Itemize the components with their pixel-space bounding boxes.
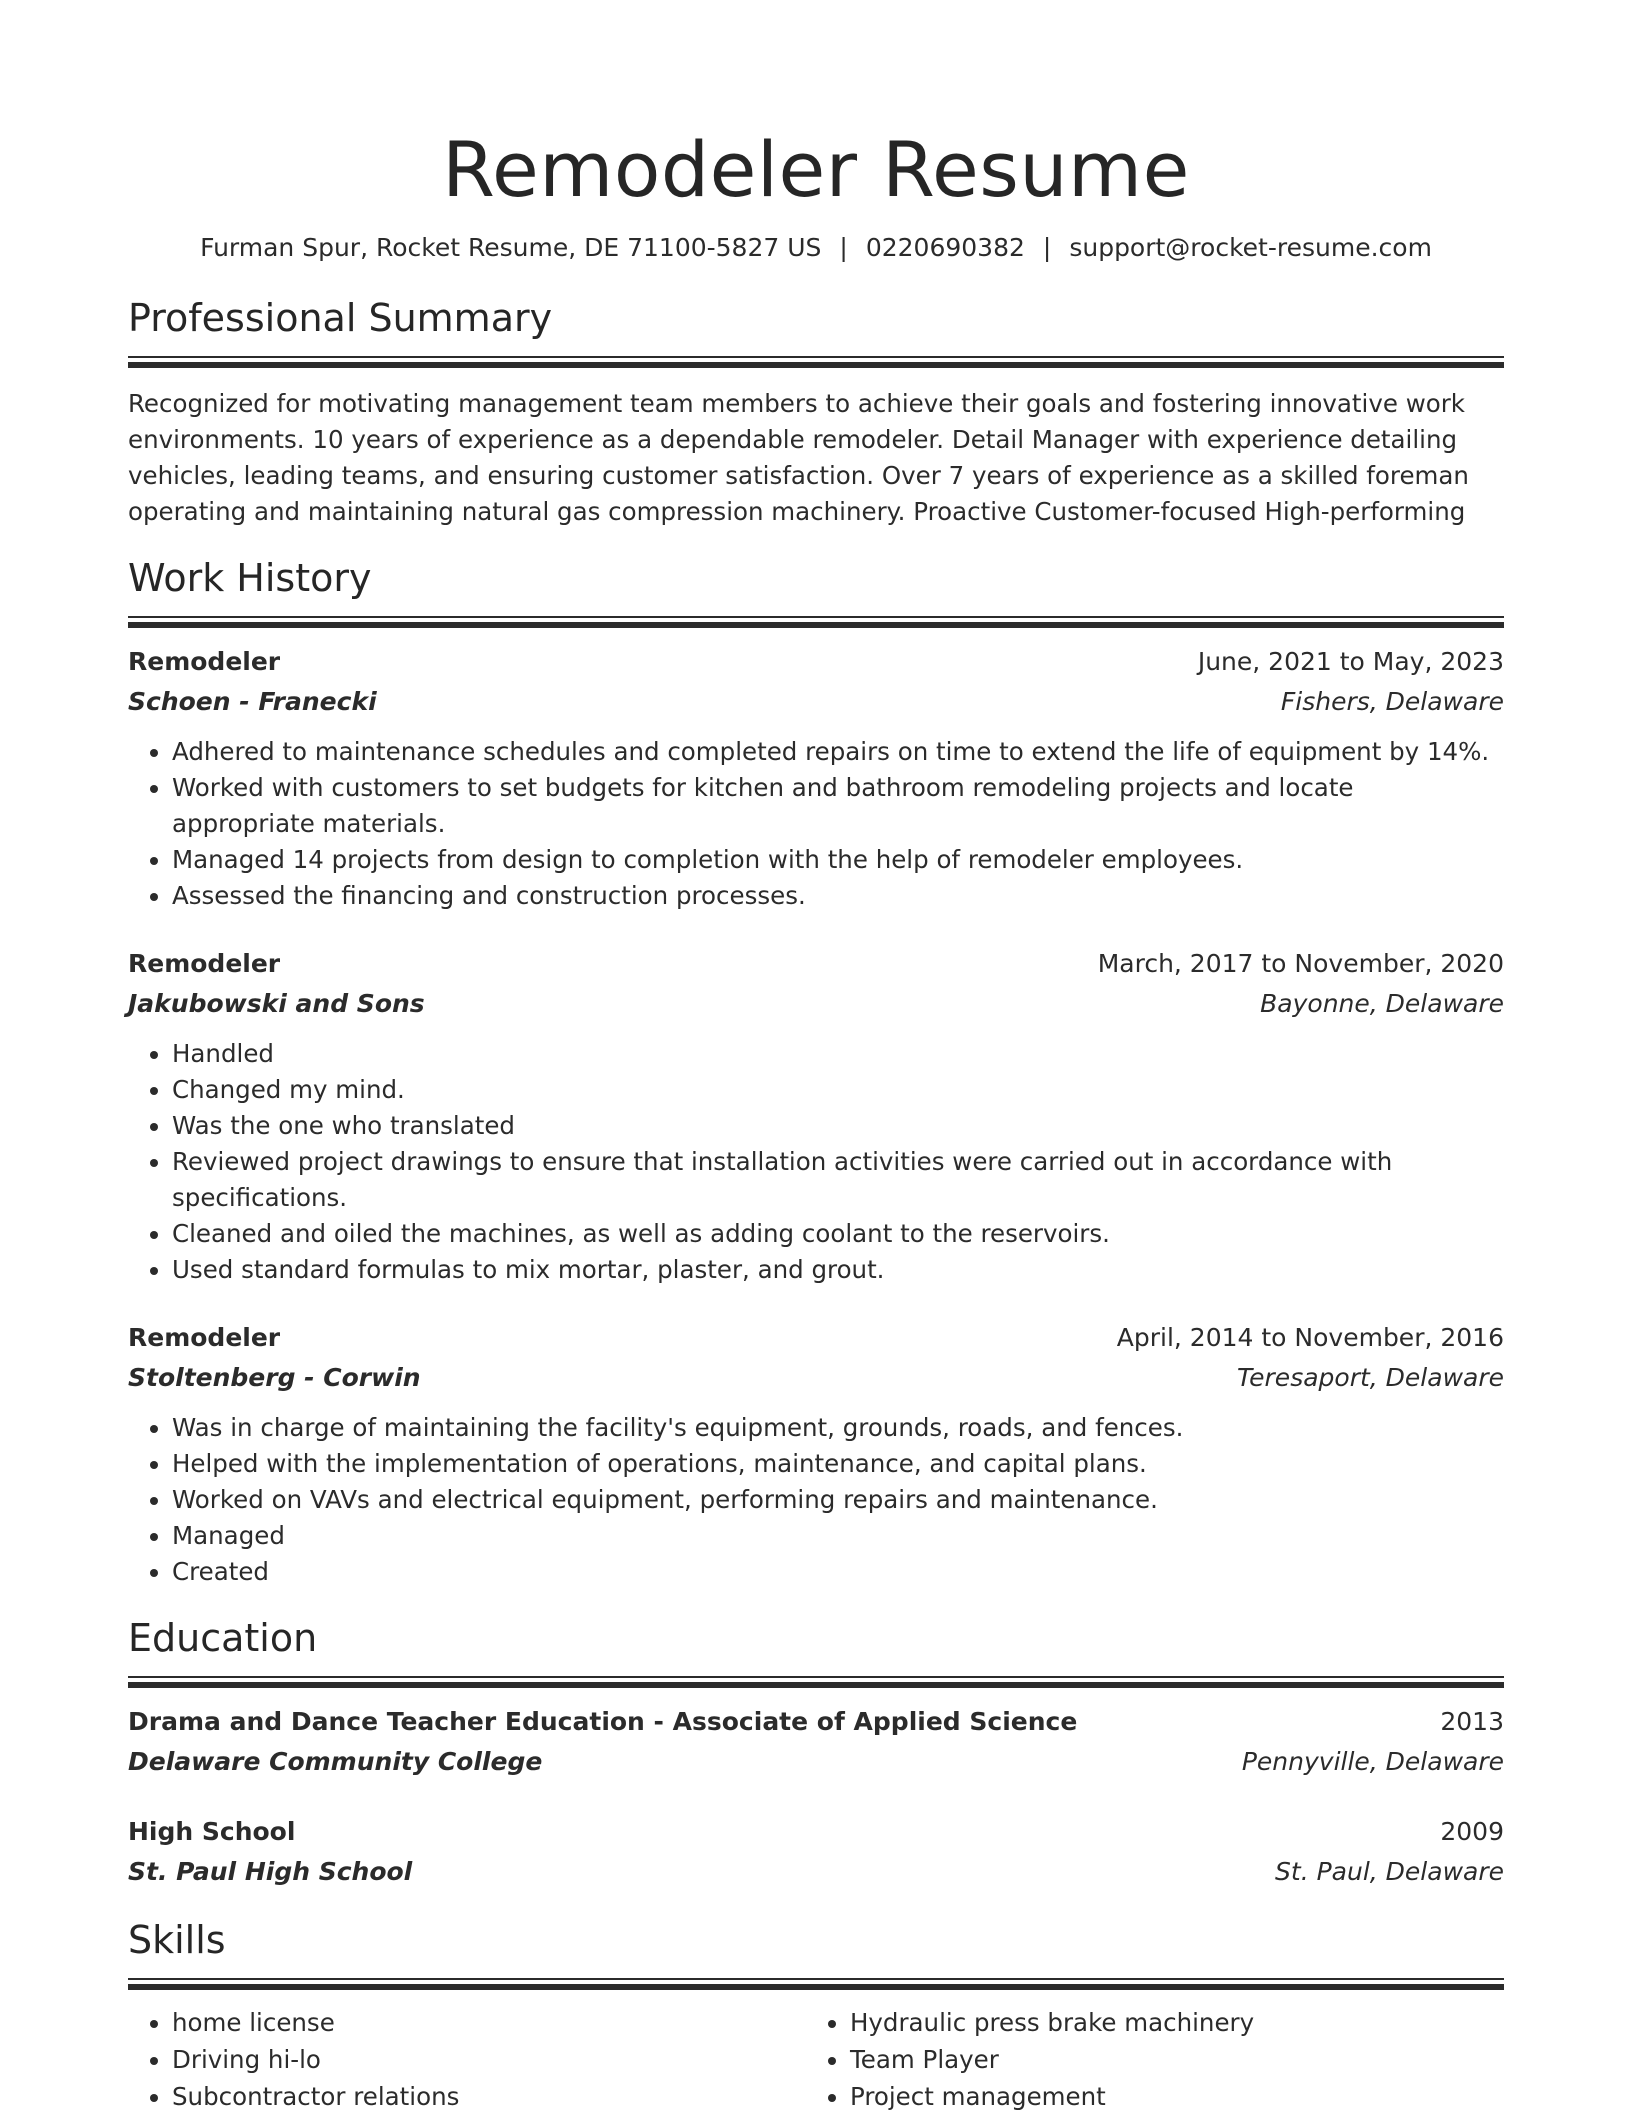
list-item: • Managed (172, 1518, 1504, 1554)
section-divider (128, 1978, 1504, 1990)
list-item: • Changed my mind. (172, 1072, 1504, 1108)
contact-line (128, 232, 1504, 264)
education-degree: High School (128, 1817, 296, 1846)
job-header (128, 944, 1504, 984)
job-bullets (128, 1036, 1504, 1288)
list-item: • Assessed the financing and construction processes. (172, 878, 1504, 914)
education-degree: Drama and Dance Teacher Education - Associate of Applied Science (128, 1707, 1078, 1736)
job-header (128, 1318, 1504, 1358)
education-section (128, 1614, 1504, 1892)
education-location: Pennyville, Delaware (1241, 1747, 1504, 1776)
skill-item: • Team Player (850, 2041, 1484, 2078)
job-company: Stoltenberg - Corwin (128, 1363, 421, 1392)
education-year: 2009 (1440, 1817, 1504, 1846)
summary-section (128, 294, 1504, 530)
list-item: • Cleaned and oiled the machines, as well as adding coolant to the reservoirs. (172, 1216, 1504, 1252)
section-heading-summary: Professional Summary (128, 296, 553, 340)
skill-item: • Project management (850, 2078, 1484, 2115)
job-subheader (128, 1358, 1504, 1398)
section-heading-education: Education (128, 1616, 318, 1660)
summary-text: Recognized for motivating management team members to achieve their goals and fostering innovative work environments. 10 years of experience as a dependable remodeler. Detail Manager with experience detailing vehicles, leading teams, and ensuring customer satisfaction. Over 7 years of experience as a skilled foreman operating and maintaining natural gas compression machinery. Proactive Customer-focused High-performing (128, 389, 1469, 526)
section-heading-skills: Skills (128, 1918, 226, 1962)
contact-separator: | (839, 233, 848, 262)
skill-item: • Hydraulic press brake machinery (850, 2004, 1484, 2041)
job-dates: June, 2021 to May, 2023 (1197, 647, 1504, 676)
list-item: • Worked with customers to set budgets for kitchen and bathroom remodeling projects and locate appropriate materials. (172, 770, 1504, 842)
skills-columns (128, 2004, 1504, 2115)
education-school: St. Paul High School (128, 1857, 413, 1886)
job-company: Schoen - Franecki (128, 687, 377, 716)
education-location: St. Paul, Delaware (1275, 1857, 1504, 1886)
contact-phone: 0220690382 (865, 233, 1025, 262)
job-location: Bayonne, Delaware (1260, 989, 1504, 1018)
section-heading-work-history: Work History (128, 556, 372, 600)
job-dates: March, 2017 to November, 2020 (1097, 949, 1504, 978)
job-company: Jakubowski and Sons (128, 989, 425, 1018)
section-divider (128, 616, 1504, 628)
education-entry (128, 1702, 1504, 1782)
work-history-section (128, 554, 1504, 1590)
education-subheader (128, 1852, 1504, 1892)
job-bullets (128, 734, 1504, 914)
section-divider (128, 1676, 1504, 1688)
list-item: • Was the one who translated (172, 1108, 1504, 1144)
job-location: Fishers, Delaware (1280, 687, 1504, 716)
skills-section (128, 1916, 1504, 2115)
list-item: • Created (172, 1554, 1504, 1590)
skills-left-column (128, 2004, 806, 2115)
skill-item: • Driving hi-lo (172, 2041, 806, 2078)
job-dates: April, 2014 to November, 2016 (1116, 1323, 1504, 1352)
job-subheader (128, 682, 1504, 722)
education-header (128, 1812, 1504, 1852)
job-location: Teresaport, Delaware (1236, 1363, 1504, 1392)
education-entry (128, 1812, 1504, 1892)
resume-title: Remodeler Resume (442, 125, 1190, 214)
skill-item: • home license (172, 2004, 806, 2041)
education-header (128, 1702, 1504, 1742)
section-divider (128, 356, 1504, 368)
job-title: Remodeler (128, 1323, 281, 1352)
job-title: Remodeler (128, 647, 281, 676)
contact-address: Furman Spur, Rocket Resume, DE 71100-5827 US (200, 233, 822, 262)
job-title: Remodeler (128, 949, 281, 978)
list-item: • Used standard formulas to mix mortar, plaster, and grout. (172, 1252, 1504, 1288)
job-entry (128, 642, 1504, 914)
contact-email: support@rocket-resume.com (1069, 233, 1432, 262)
list-item: • Managed 14 projects from design to completion with the help of remodeler employees. (172, 842, 1504, 878)
list-item: • Was in charge of maintaining the facility's equipment, grounds, roads, and fences. (172, 1410, 1504, 1446)
education-school: Delaware Community College (128, 1747, 543, 1776)
job-header (128, 642, 1504, 682)
list-item: • Worked on VAVs and electrical equipment, performing repairs and maintenance. (172, 1482, 1504, 1518)
resume-page (128, 0, 1504, 2115)
list-item: • Reviewed project drawings to ensure that installation activities were carried out in accordance with specifications. (172, 1144, 1504, 1216)
contact-separator: | (1042, 233, 1052, 262)
education-year: 2013 (1440, 1707, 1504, 1736)
job-entry (128, 944, 1504, 1288)
job-entry (128, 1318, 1504, 1590)
list-item: • Helped with the implementation of operations, maintenance, and capital plans. (172, 1446, 1504, 1482)
job-bullets (128, 1410, 1504, 1590)
skill-item: • Subcontractor relations (172, 2078, 806, 2115)
job-subheader (128, 984, 1504, 1024)
skills-right-column (806, 2004, 1484, 2115)
education-subheader (128, 1742, 1504, 1782)
list-item: • Adhered to maintenance schedules and completed repairs on time to extend the life of equipment by 14%. (172, 734, 1504, 770)
list-item: • Handled (172, 1036, 1504, 1072)
